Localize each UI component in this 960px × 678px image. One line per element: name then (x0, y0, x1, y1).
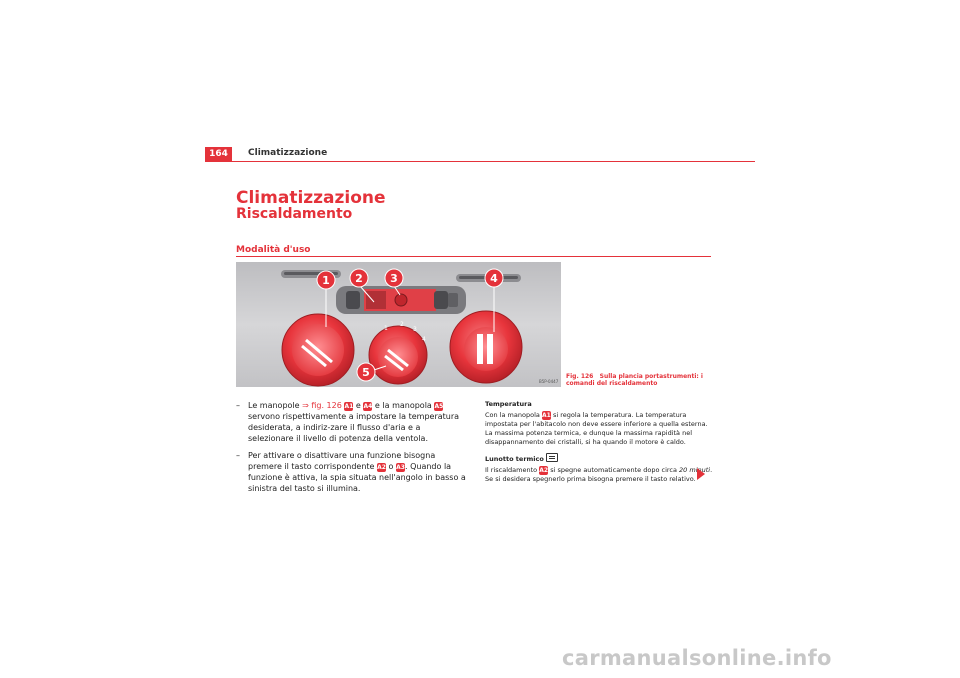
heating-controls-illustration (236, 262, 561, 387)
figure-heating-controls (236, 262, 561, 387)
instruction-item: – Per attivare o disattivare una funzione bisogna premere il tasto corrispondente A2 o A3. Quando la funzione è attiva, la spia situata nell'angolo in basso a sinistra del tasto si illumina. (236, 451, 466, 493)
figure-caption (566, 373, 716, 387)
page-number: 164 (205, 147, 232, 161)
figure-code: B5P-0447 (539, 379, 559, 384)
section-title: Riscaldamento (236, 206, 353, 222)
callout-ref-3: A3 (396, 464, 405, 471)
description-column (485, 400, 715, 490)
figure-caption-text: Sulla plancia portastrumenti: i comandi del riscaldamento (566, 373, 703, 387)
fan-scale-4: 4 (422, 336, 426, 343)
svg-text:5: 5 (362, 366, 370, 379)
temperature-paragraph: Con la manopola A1 si regola la temperatura. La temperatura impostata per l'abitacolo non deve essere inferiore a quella esterna. La massima potenza termica, e dunque la massima rapidità nel disappannamento dei cristalli, si ha quando il motore è caldo. (485, 411, 708, 446)
header-rule (205, 161, 755, 162)
callout-ref-1: A1 (344, 403, 354, 410)
rear-window-heading: Lunotto termico (485, 453, 715, 464)
svg-text:1: 1 (322, 274, 330, 287)
svg-text:2: 2 (355, 272, 363, 285)
instructions-column (236, 400, 466, 500)
chapter-title: Climatizzazione (236, 188, 386, 208)
fan-scale-2: 2 (400, 321, 404, 328)
right-wheel (434, 291, 448, 309)
rear-window-paragraph: Il riscaldamento A2 si spegne automaticamente dopo circa 20 minuti. Se si desidera spegnerlo prima bisogna premere il tasto relativo. (485, 466, 713, 483)
figure-caption-ref: Fig. 126 (566, 373, 594, 380)
callout-ref-2: A2 (539, 467, 549, 474)
next-page-arrow-icon[interactable] (697, 468, 705, 480)
watermark: carmanualsonline.info (562, 646, 832, 670)
svg-text:3: 3 (390, 272, 398, 285)
callout-ref-1: A1 (542, 412, 551, 419)
callout-ref-2: A2 (377, 464, 386, 471)
svg-text:4: 4 (490, 272, 498, 285)
rear-window-button (366, 291, 386, 309)
temperature-heading: Temperatura (485, 400, 532, 408)
callout-ref-5: A5 (434, 403, 444, 410)
running-header: Climatizzazione (248, 148, 328, 158)
fan-scale-1: 1 (384, 325, 388, 332)
instruction-item: – Le manopole ⇒ fig. 126 A1 e A4 e la manopola A5 servono rispettivamente a impostare la temperatura desiderata, a indiriz-zare il flusso d'aria e a selezionare il livello di potenza della ventola. (236, 401, 460, 443)
subsection-title: Modalità d'uso (236, 245, 311, 255)
figure-link[interactable]: ⇒ fig. 126 (302, 401, 342, 410)
subsection-rule (236, 256, 711, 257)
callout-ref-4: A4 (363, 403, 373, 410)
recirculation-button (395, 294, 407, 306)
fan-scale-3: 3 (413, 326, 417, 333)
left-wheel (346, 291, 360, 309)
rear-window-defrost-icon (546, 453, 558, 462)
